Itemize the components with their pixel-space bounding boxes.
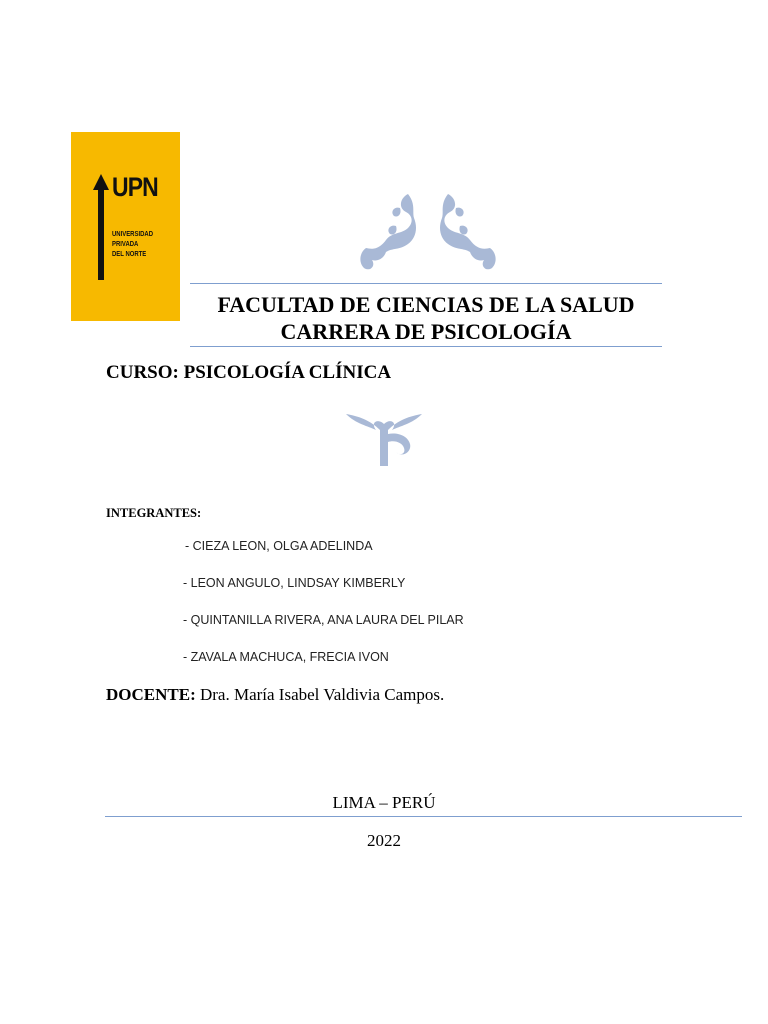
members-label: INTEGRANTES:	[106, 506, 202, 520]
course-title: CURSO: PSICOLOGÍA CLÍNICA	[106, 362, 392, 383]
member-4: - ZAVALA MACHUCA, FRECIA IVON	[183, 650, 389, 664]
logo-subtext	[112, 230, 153, 260]
teacher-name: Dra. María Isabel Valdivia Campos.	[195, 685, 445, 704]
city-country: LIMA – PERÚ	[332, 793, 436, 812]
member-2: - LEON ANGULO, LINDSAY KIMBERLY	[183, 576, 406, 590]
upn-logo	[71, 132, 180, 321]
year: 2022	[367, 831, 401, 850]
member-1: - CIEZA LEON, OLGA ADELINDA	[185, 539, 373, 553]
faculty-title: FACULTAD DE CIENCIAS DE LA SALUD	[217, 292, 635, 317]
career-title: CARRERA DE PSICOLOGÍA	[280, 319, 572, 344]
teacher-label: DOCENTE:	[106, 685, 196, 704]
member-3: - QUINTANILLA RIVERA, ANA LAURA DEL PILAR	[183, 613, 464, 627]
title-bottom-rule	[190, 346, 662, 347]
logo-wordmark: UPN	[112, 172, 158, 202]
floral-sprout-icon	[344, 412, 424, 468]
title-top-rule	[190, 283, 662, 284]
floral-flourish-icon	[356, 188, 500, 272]
logo-subtext-line3: DEL NORTE	[112, 251, 147, 258]
up-arrow-icon	[93, 174, 109, 280]
footer-rule	[105, 816, 742, 817]
teacher-line	[106, 685, 444, 705]
logo-subtext-line1: UNIVERSIDAD	[112, 231, 153, 238]
logo-subtext-line2: PRIVADA	[112, 241, 139, 248]
